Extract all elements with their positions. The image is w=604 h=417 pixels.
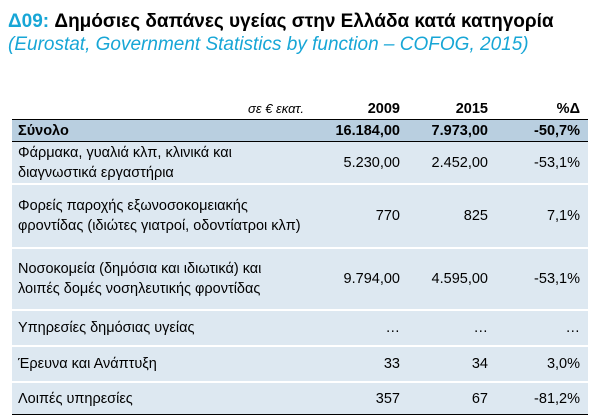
table-row bbox=[12, 248, 588, 310]
row-change: 3,0% bbox=[496, 346, 588, 382]
row-2015: 67 bbox=[408, 382, 496, 415]
row-label: Λοιπές υπηρεσίες bbox=[12, 382, 312, 415]
row-2009: 357 bbox=[312, 382, 408, 415]
row-2015: … bbox=[408, 310, 496, 346]
health-expenditure-table bbox=[12, 98, 588, 415]
row-2015: 34 bbox=[408, 346, 496, 382]
row-2015: 825 bbox=[408, 184, 496, 248]
row-label: Φορείς παροχής εξωνοσοκομειακής φροντίδας (ιδιώτες γιατροί, οδοντίατροι κλπ) bbox=[12, 184, 312, 248]
row-label: Νοσοκομεία (δημόσια και ιδιωτικά) και λοιπές δομές νοσηλευτικής φροντίδας bbox=[12, 248, 312, 310]
table-header-row bbox=[12, 98, 588, 120]
row-2015: 4.595,00 bbox=[408, 248, 496, 310]
change-header: %Δ bbox=[556, 100, 580, 117]
row-change: … bbox=[496, 310, 588, 346]
total-2009: 16.184,00 bbox=[312, 120, 408, 142]
figure-source: (Eurostat, Government Statistics by function – COFOG, 2015) bbox=[8, 34, 529, 55]
row-2015: 2.452,00 bbox=[408, 142, 496, 185]
table-row bbox=[12, 184, 588, 248]
total-change: -50,7% bbox=[496, 120, 588, 142]
year-2009-header: 2009 bbox=[367, 100, 400, 117]
row-label: Φάρμακα, γυαλιά κλπ, κλινικά και διαγνωστικά εργαστήρια bbox=[12, 142, 312, 185]
total-2015: 7.973,00 bbox=[408, 120, 496, 142]
row-change: 7,1% bbox=[496, 184, 588, 248]
year-2015-header: 2015 bbox=[455, 100, 488, 117]
row-2009: 770 bbox=[312, 184, 408, 248]
row-2009: 33 bbox=[312, 346, 408, 382]
total-row bbox=[12, 120, 588, 142]
unit-header: σε € εκατ. bbox=[248, 101, 304, 116]
row-label: Έρευνα και Ανάπτυξη bbox=[12, 346, 312, 382]
figure-title: Δημόσιες δαπάνες υγείας στην Ελλάδα κατά κατηγορία bbox=[54, 11, 554, 32]
row-change: -53,1% bbox=[496, 142, 588, 185]
table-row bbox=[12, 310, 588, 346]
row-2009: … bbox=[312, 310, 408, 346]
row-2009: 9.794,00 bbox=[312, 248, 408, 310]
table-row bbox=[12, 346, 588, 382]
row-2009: 5.230,00 bbox=[312, 142, 408, 185]
row-change: -53,1% bbox=[496, 248, 588, 310]
table-row bbox=[12, 142, 588, 185]
figure-code: Δ09: bbox=[8, 11, 50, 32]
total-label: Σύνολο bbox=[12, 120, 312, 142]
page-title bbox=[8, 10, 596, 56]
table-row bbox=[12, 382, 588, 415]
row-change: -81,2% bbox=[496, 382, 588, 415]
row-label: Υπηρεσίες δημόσιας υγείας bbox=[12, 310, 312, 346]
